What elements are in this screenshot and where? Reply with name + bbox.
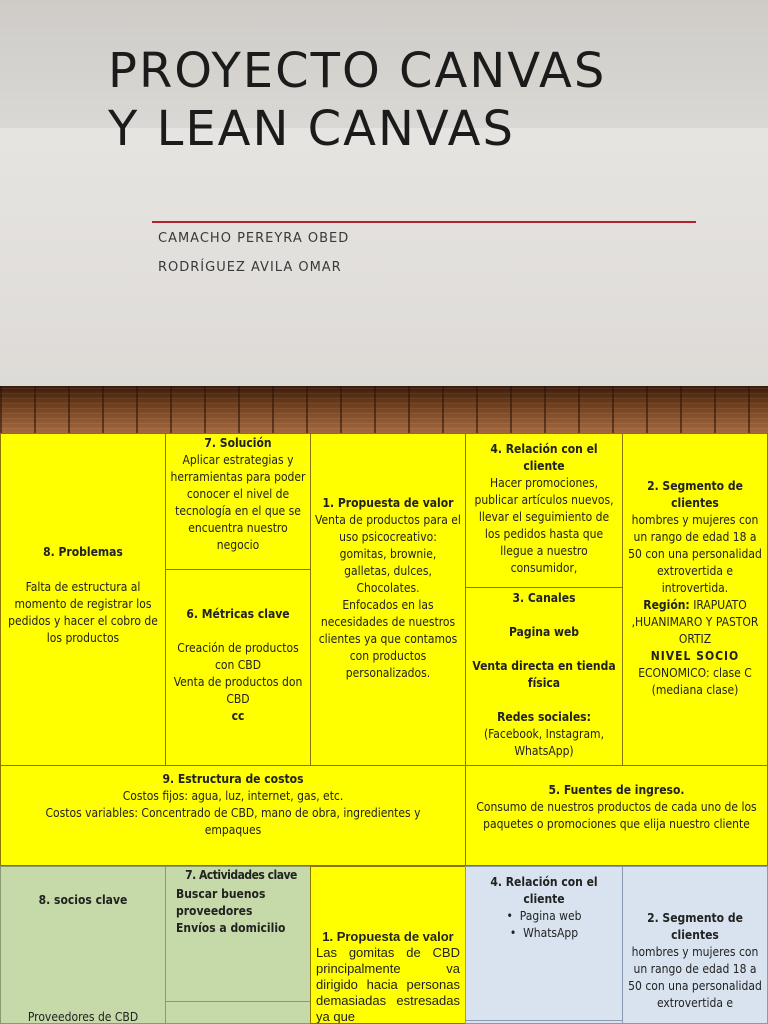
lean-relacion [465, 433, 623, 588]
canvas-actividades [165, 866, 311, 1002]
canvas-propuesta-text: Las gomitas de CBD principalmente va dirigido hacia personas demasiadas estresadas ya que [316, 945, 460, 1024]
lean-problemas-title: 8. Problemas [43, 545, 123, 559]
canvas-relacion-whatsapp: WhatsApp [523, 926, 579, 940]
title-divider [152, 221, 696, 223]
canvas-socios-text: Proveedores de CBD [27, 1010, 139, 1024]
lean-costos-title: 9. Estructura de costos [162, 772, 304, 786]
slide-body-band [0, 128, 768, 388]
lean-region-label: Región: [643, 598, 690, 612]
lean-propuesta-text: Venta de productos para el uso psicocreativo: gomitas, brownie, galletas, dulces, Chocolates. [315, 513, 461, 595]
lean-metricas [165, 569, 311, 766]
lean-propuesta-title: 1. Propuesta de valor [322, 496, 454, 510]
lean-solucion-text: Aplicar estrategias y herramientas para poder conocer el nivel de tecnología en el que se encuentra nuestro negocio [170, 453, 306, 552]
lean-costos-fijos: Costos fijos: agua, luz, internet, gas, etc. [122, 789, 344, 803]
canvas-relacion-web: Pagina web [519, 909, 582, 923]
canvas-socios-title: 8. socios clave [38, 893, 128, 907]
canvas-relacion-b2: • WhatsApp [509, 926, 579, 940]
canvas-propuesta-title: 1. Propuesta de valor [322, 929, 454, 944]
canvas-actividades-title: 7. Actividades clave [185, 868, 297, 882]
lean-ingresos [465, 765, 768, 866]
lean-relacion-text: Hacer promociones, publicar artículos nuevos, llevar el seguimiento de los pedidos hasta que llegue a nuestro consumidor, [474, 476, 614, 575]
wood-floor-decoration [0, 386, 768, 434]
canvas-segmento-text: hombres y mujeres con un rango de edad 18 a 50 con una personalidad extrovertida e [628, 945, 762, 1010]
canvas-relacion-b1: • Pagina web [506, 909, 582, 923]
canvas-canales [465, 1020, 623, 1024]
lean-problemas-text: Falta de estructura al momento de registrar los pedidos y hacer el cobro de los productos [8, 580, 158, 645]
canvas-relacion [465, 866, 623, 1022]
lean-segmento-text: hombres y mujeres con un rango de edad 18 a 50 con una personalidad extrovertida e introvertida. [628, 513, 762, 595]
canvas-recursos [165, 1001, 311, 1024]
lean-costos [0, 765, 466, 866]
lean-metricas-line1: Creación de productos con CBD [177, 641, 299, 672]
canvas-segmento-title: 2. Segmento de clientes [647, 911, 743, 942]
lean-nivel-label: NIVEL SOCIO [650, 649, 740, 663]
lean-solucion-title: 7. Solución [204, 436, 272, 450]
lean-costos-variables: Costos variables: Concentrado de CBD, mano de obra, ingredientes y empaques [45, 806, 421, 837]
lean-canales [465, 587, 623, 766]
canvas-segmento [622, 866, 768, 1024]
title-line-1: PROYECTO CANVAS [108, 43, 607, 99]
lean-metricas-line2: Venta de productos don CBD [173, 675, 303, 706]
lean-canales-title: 3. Canales [512, 591, 576, 605]
lean-nivel-value: ECONOMICO: clase C (mediana clase) [638, 666, 752, 697]
lean-problemas [0, 433, 166, 766]
lean-metricas-line3: cc [231, 709, 245, 723]
lean-segmento [622, 433, 768, 766]
lean-propuesta [310, 433, 466, 766]
title-line-2: Y LEAN CANVAS [108, 101, 515, 157]
canvas-socios [0, 866, 166, 1024]
lean-ingresos-text: Consumo de nuestros productos de cada uno de los paquetes o promociones que elija nuestro cliente [476, 800, 757, 831]
lean-metricas-title: 6. Métricas clave [186, 607, 290, 621]
lean-canales-tienda: Venta directa en tienda física [472, 659, 616, 690]
lean-solucion [165, 433, 311, 570]
lean-segmento-title: 2. Segmento de clientes [647, 479, 743, 510]
lean-relacion-title: 4. Relación con el cliente [490, 442, 598, 473]
lean-canales-redes: Redes sociales: [497, 710, 591, 724]
author-1: CAMACHO PEREYRA OBED [158, 231, 350, 246]
canvas-actividades-a2: Envíos a domicilio [176, 921, 286, 935]
lean-ingresos-title: 5. Fuentes de ingreso. [548, 783, 685, 797]
canvas-actividades-a1: Buscar buenos proveedores [176, 887, 266, 918]
lean-canales-redes-detalle: (Facebook, Instagram, WhatsApp) [483, 727, 605, 758]
author-2: RODRÍGUEZ AVILA OMAR [158, 260, 342, 275]
lean-region-value: IRAPUATO ,HUANIMARO Y PASTOR ORTIZ [631, 598, 759, 646]
canvas-propuesta [310, 866, 466, 1024]
lean-canales-web: Pagina web [508, 625, 580, 639]
slide-title [108, 42, 708, 158]
lean-propuesta-text2: Enfocados en las necesidades de nuestros clientes ya que contamos con productos personalizados. [318, 598, 458, 680]
canvas-relacion-title: 4. Relación con el cliente [490, 875, 598, 906]
